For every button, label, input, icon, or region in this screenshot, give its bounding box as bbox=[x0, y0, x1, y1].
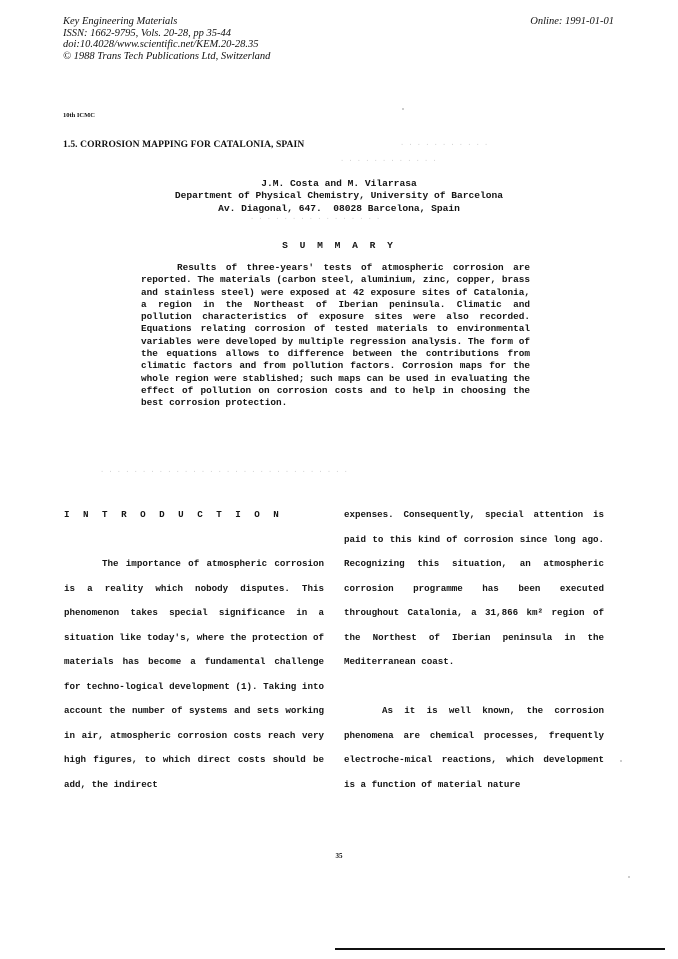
intro-paragraph-second: As it is well known, the corrosion phenomena are chemical processes, frequently electroche-mical reactions, which development is a function of material nature bbox=[344, 705, 604, 790]
page-number: 35 bbox=[335, 852, 343, 860]
intro-paragraph: The importance of atmospheric corrosion is a reality which nobody disputes. This phenomenon takes special significance in a situation like today's, where the protection of materials has become a fundamental challenge for techno-logical development (1). Taking into account the number of systems and sets working in air, atmospheric corrosion costs reach very high figures, to which direct costs should be add, the indirect bbox=[64, 558, 324, 790]
bleed-through-text: . . . . . . . . . . . bbox=[400, 140, 489, 148]
scan-speck bbox=[628, 876, 630, 878]
conference-label: 10th ICMC bbox=[63, 112, 95, 119]
bleed-through-text: . . . . . . . . . . . . . . . . . . . . . . . . . . . . . . bbox=[100, 467, 348, 475]
online-date: Online: 1991-01-01 bbox=[530, 16, 614, 27]
summary-heading: S U M M A R Y bbox=[282, 240, 396, 251]
doi-line: doi:10.4028/www.scientific.net/KEM.20-28.35 bbox=[63, 39, 259, 51]
issn-line: ISSN: 1662-9795, Vols. 20-28, pp 35-44 bbox=[63, 27, 231, 39]
introduction-heading: I N T R O D U C T I O N bbox=[64, 509, 283, 520]
abstract-text: Results of three-years' tests of atmospheric corrosion are reported. The materials (carbon steel, aluminium, zinc, copper, brass and stainless steel) were exposed at 42 exposure sites of Catalonia, a region in the Northeast of Iberian peninsula. Climatic and pollution characteristics of exposure sites were also recorded. Equations relating corrosion of tested materials to environmental variables were developed by multiple regression analysis. The form of the equations allows to difference between the contributions from climatic factors and from pollution factors. Corrosion maps for the whole region were stablished; such maps can be used in evaluating the effect of pollution on corrosion costs and to help in choosing the best corrosion protection. bbox=[141, 262, 530, 409]
author-address: Av. Diagonal, 647. 08028 Barcelona, Spain bbox=[218, 202, 460, 214]
left-column bbox=[64, 503, 324, 797]
right-column bbox=[344, 503, 604, 797]
intro-paragraph-continued: expenses. Consequently, special attention is paid to this kind of corrosion since long ago. Recognizing this situation, an atmospheric corrosion programme has been executed throughout Catalonia, a 31,866 km² region of the Northest of Iberian peninsula in the Mediterranean coast. bbox=[344, 509, 604, 667]
scan-speck bbox=[620, 760, 622, 762]
paper-title: 1.5. CORROSION MAPPING FOR CATALONIA, SPAIN bbox=[63, 140, 305, 150]
author-department: Department of Physical Chemistry, University of Barcelona bbox=[174, 190, 504, 202]
scan-speck bbox=[402, 108, 404, 110]
bleed-through-text: . . . . . . . . . . . . . . . . bbox=[250, 214, 381, 222]
bleed-through-text: . . . . . . . . . . . . bbox=[340, 156, 437, 164]
author-names: J.M. Costa and M. Vilarrasa bbox=[261, 178, 417, 189]
journal-name: Key Engineering Materials bbox=[63, 16, 178, 27]
author-block bbox=[0, 178, 678, 215]
bottom-rule bbox=[335, 948, 665, 950]
citation-block bbox=[63, 16, 270, 62]
copyright-line: © 1988 Trans Tech Publications Ltd, Switzerland bbox=[63, 50, 271, 62]
